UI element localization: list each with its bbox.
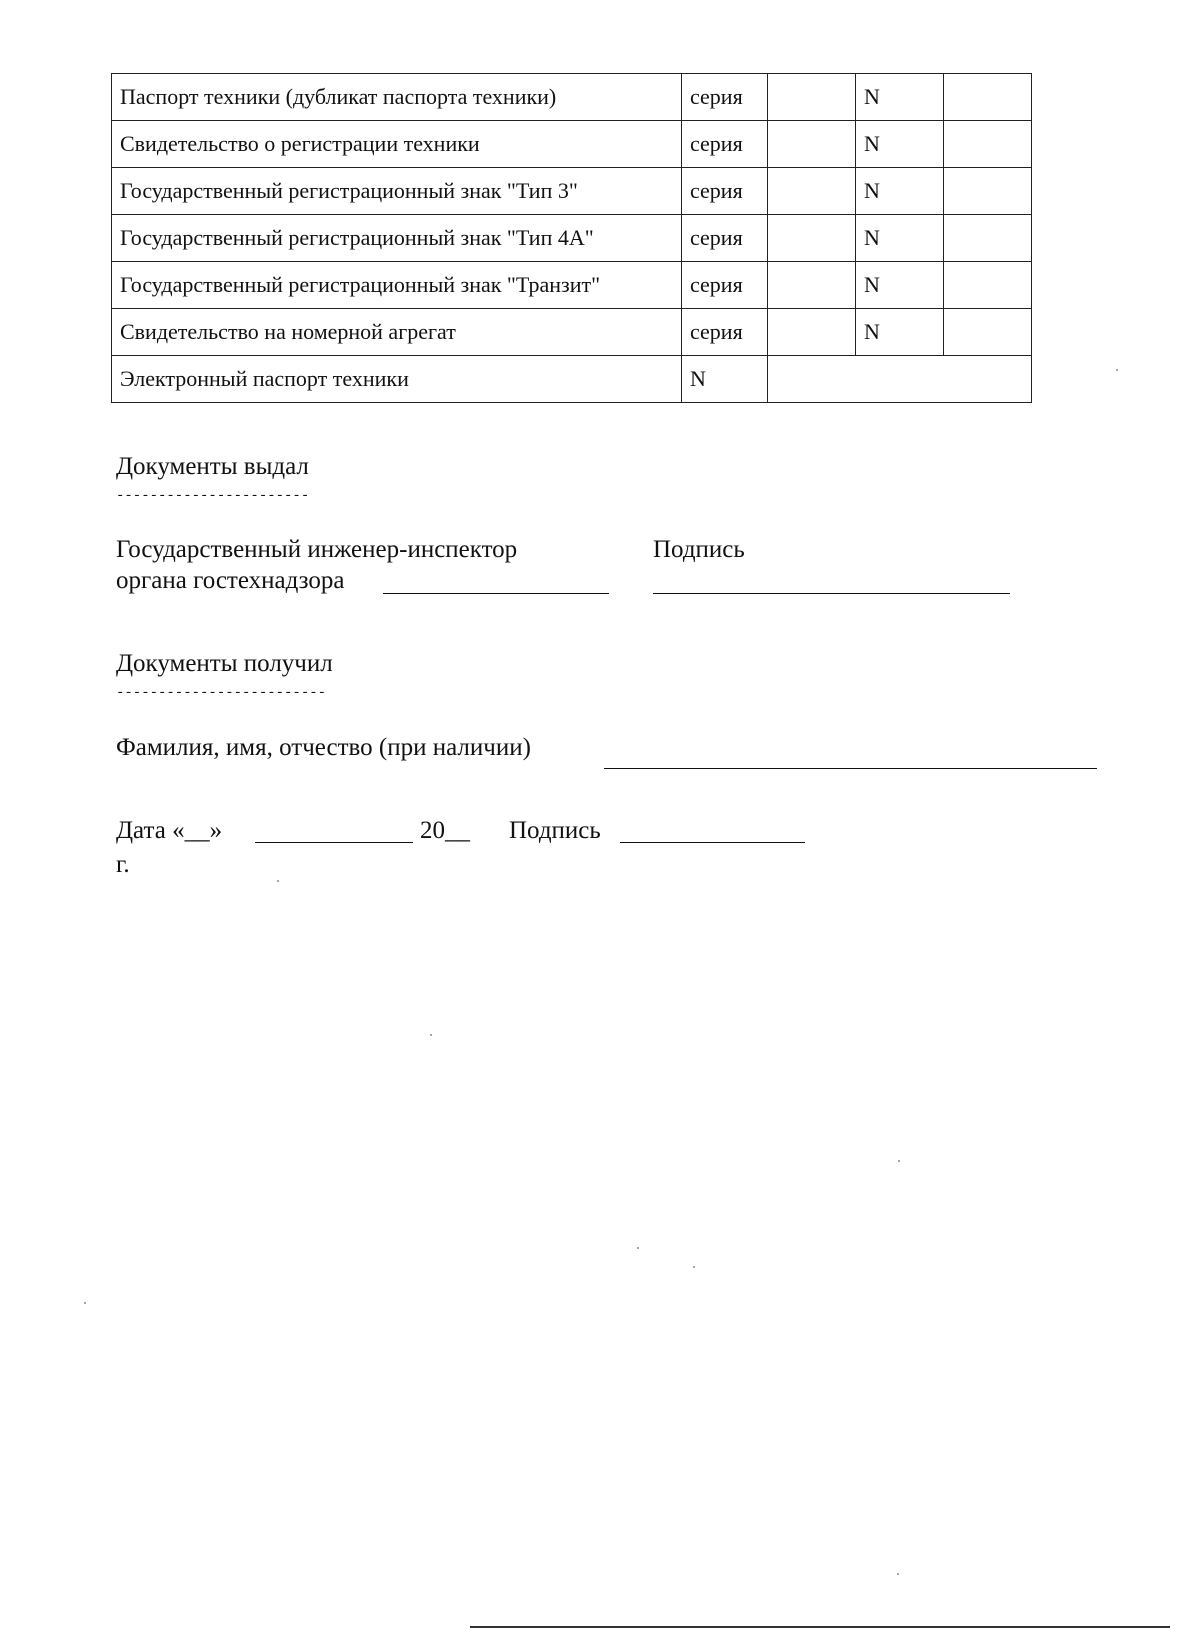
- series-value-cell[interactable]: [768, 262, 856, 309]
- inspector-name-field[interactable]: [383, 565, 609, 594]
- table-row: [112, 356, 1032, 403]
- number-label-cell: N: [856, 121, 944, 168]
- scan-speck: [84, 1302, 86, 1304]
- document-name-cell: Электронный паспорт техники: [112, 356, 682, 403]
- number-label-cell: N: [856, 168, 944, 215]
- table-row: [112, 121, 1032, 168]
- inspector-title-line1: Государственный инженер-инспектор: [116, 536, 518, 563]
- series-value-cell[interactable]: [768, 121, 856, 168]
- number-label-cell: N: [682, 356, 768, 403]
- scan-speck: [1116, 369, 1118, 371]
- number-label-cell: N: [856, 215, 944, 262]
- table-row: [112, 309, 1032, 356]
- inspector-signature-field[interactable]: [653, 565, 1010, 594]
- document-name-cell: Свидетельство о регистрации техники: [112, 121, 682, 168]
- number-label-cell: N: [856, 309, 944, 356]
- number-label-cell: N: [856, 74, 944, 121]
- inspector-title-line2: органа гостехнадзора: [116, 567, 345, 594]
- date-year: 20__: [420, 817, 470, 844]
- series-label-cell: серия: [682, 74, 768, 121]
- document-name-cell: Государственный регистрационный знак "Тип 4А": [112, 215, 682, 262]
- received-heading: Документы получил: [116, 650, 333, 677]
- table-row: [112, 168, 1032, 215]
- scan-speck: [637, 1247, 639, 1249]
- document-name-cell: Государственный регистрационный знак "Транзит": [112, 262, 682, 309]
- series-value-cell[interactable]: [768, 168, 856, 215]
- table-row: [112, 262, 1032, 309]
- year-suffix: г.: [116, 851, 130, 878]
- issued-heading: Документы выдал: [116, 453, 309, 480]
- fio-field[interactable]: [604, 740, 1097, 769]
- document-name-cell: Государственный регистрационный знак "Тип 3": [112, 168, 682, 215]
- scan-speck: [898, 1160, 900, 1162]
- scan-edge-line: [470, 1626, 1170, 1628]
- series-label-cell: серия: [682, 309, 768, 356]
- series-label-cell: серия: [682, 168, 768, 215]
- series-label-cell: серия: [682, 262, 768, 309]
- inspector-signature-label: Подпись: [653, 536, 745, 563]
- date-label: Дата «__»: [116, 817, 223, 844]
- table-row: [112, 215, 1032, 262]
- scan-speck: [897, 1573, 899, 1575]
- issued-dashes: -----------------------: [116, 488, 310, 504]
- scan-speck: [693, 1266, 695, 1268]
- documents-table: [111, 73, 1032, 403]
- number-value-cell[interactable]: [944, 262, 1032, 309]
- number-value-cell[interactable]: [944, 215, 1032, 262]
- table-row: [112, 74, 1032, 121]
- number-value-cell[interactable]: [944, 309, 1032, 356]
- number-label-cell: N: [856, 262, 944, 309]
- series-value-cell[interactable]: [768, 215, 856, 262]
- number-value-cell[interactable]: [944, 74, 1032, 121]
- number-value-cell[interactable]: [944, 121, 1032, 168]
- fio-label: Фамилия, имя, отчество (при наличии): [116, 734, 531, 761]
- document-name-cell: Свидетельство на номерной агрегат: [112, 309, 682, 356]
- series-label-cell: серия: [682, 121, 768, 168]
- series-value-cell[interactable]: [768, 309, 856, 356]
- receiver-signature-field[interactable]: [620, 818, 805, 843]
- document-name-cell: Паспорт техники (дубликат паспорта техники): [112, 74, 682, 121]
- date-month-field[interactable]: [255, 818, 413, 843]
- number-value-cell[interactable]: [944, 168, 1032, 215]
- received-dashes: -------------------------: [116, 685, 327, 701]
- receiver-signature-label: Подпись: [509, 817, 601, 844]
- number-value-cell[interactable]: [768, 356, 1032, 403]
- scan-speck: [277, 880, 279, 882]
- scan-speck: [430, 1034, 432, 1036]
- series-label-cell: серия: [682, 215, 768, 262]
- series-value-cell[interactable]: [768, 74, 856, 121]
